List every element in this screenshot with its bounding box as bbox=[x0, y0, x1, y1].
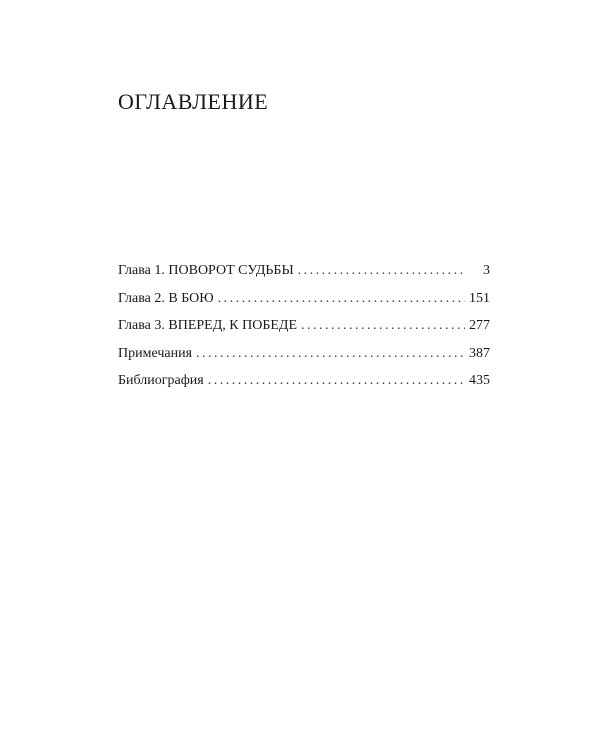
toc-entry-label: Глава 1. ПОВОРОТ СУДЬБЫ bbox=[118, 263, 294, 278]
toc-entry-page-number: 151 bbox=[469, 290, 490, 306]
dot-leader bbox=[208, 367, 465, 395]
toc-entry-chapter-3[interactable] bbox=[118, 312, 490, 340]
toc-entry-label: Глава 2. В БОЮ bbox=[118, 290, 214, 306]
toc-entry-chapter-2[interactable] bbox=[118, 285, 490, 313]
dot-leader bbox=[298, 257, 466, 285]
dot-leader bbox=[196, 340, 465, 368]
page-title: ОГЛАВЛЕНИЕ bbox=[118, 89, 269, 114]
toc-entry-label: Примечания bbox=[118, 345, 193, 361]
dot-leader bbox=[218, 285, 465, 313]
toc-entry-notes[interactable] bbox=[118, 340, 490, 368]
table-of-contents bbox=[118, 257, 490, 395]
toc-entry-label: Глава 3. ВПЕРЕД, К ПОБЕДЕ bbox=[118, 318, 298, 333]
toc-entry-bibliography[interactable] bbox=[118, 367, 490, 395]
toc-entry-page-number: 3 bbox=[483, 263, 490, 278]
toc-entry-page-number: 387 bbox=[469, 345, 490, 361]
dot-leader bbox=[301, 312, 465, 340]
toc-entry-chapter-1[interactable] bbox=[118, 257, 490, 285]
toc-entry-page-number: 277 bbox=[469, 318, 490, 333]
toc-entry-label: Библиография bbox=[118, 373, 204, 388]
toc-entry-page-number: 435 bbox=[469, 373, 490, 388]
